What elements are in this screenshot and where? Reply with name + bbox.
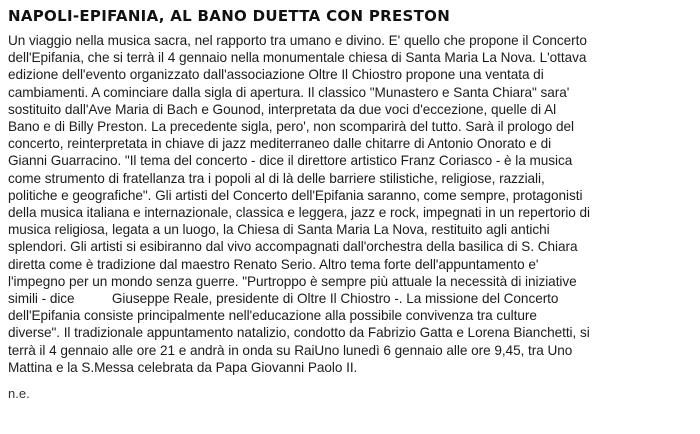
article-line: sostituito dall'Ave Maria di Bach e Gounod, interpretata da due voci d'eccezione, quelle di Al [8, 101, 557, 117]
article-line: Un viaggio nella musica sacra, nel rapporto tra umano e divino. E' quello che propone il Concerto [8, 33, 587, 48]
article-headline: NAPOLI-EPIFANIA, AL BANO DUETTA CON PRESTON [8, 7, 451, 25]
article-line: simili - dice Giuseppe Reale, presidente di Oltre Il Chiostro -. La missione del Concerto [8, 291, 559, 307]
article-line: edizione dell'evento organizzato dall'associazione Oltre Il Chiostro propone una ventata di [8, 67, 544, 83]
article-line: Gianni Guarracino. "Il tema del concerto - dice il direttore artistico Franz Coriasco - è la musica [8, 153, 573, 169]
article-line: diretta come è tradizione dal maestro Renato Serio. Altro tema forte dell'appuntamento e' [8, 256, 539, 272]
article-line: dell'Epifania consiste principalmente nell'educazione alla possibile convivenza tra culture [8, 308, 537, 324]
article-body [8, 32, 694, 376]
article-line: diverse". Il tradizionale appuntamento natalizio, condotto da Fabrizio Gatta e Lorena Bianchetti, si [8, 325, 590, 341]
author-signature: n.e. [8, 386, 30, 402]
article-line: terrà il 4 gennaio alle ore 21 e andrà in onda su RaiUno lunedì 6 gennaio alle ore 9,45, tra Uno [8, 342, 573, 358]
article-line: dell'Epifania, che si terrà il 4 gennaio nella monumentale chiesa di Santa Maria La Nova. L'ottava [8, 50, 587, 66]
article-line: splendori. Gli artisti si esibiranno dal vivo accompagnati dall'orchestra della basilica di S. Chiara [8, 239, 578, 255]
article-line: musica religiosa, legata a un luogo, la Chiesa di Santa Maria La Nova, restituito agli antichi [8, 222, 550, 238]
article-line: della musica italiana e internazionale, classica e leggera, jazz e rock, impegnati in un repertorio di [8, 205, 591, 221]
article-line: come strumento di fratellanza tra i popoli al di là delle barriere stilistiche, religiose, razziali, [8, 170, 545, 186]
article-line: Bano e di Billy Preston. La precedente sigla, pero', non scomparirà del tutto. Sarà il prologo del [8, 119, 574, 135]
article-line: cambiamenti. A cominciare dalla sigla di apertura. Il classico "Munastero e Santa Chiara" sara' [8, 84, 570, 100]
article-line: politiche e geografiche". Gli artisti del Concerto dell'Epifania saranno, come sempre, protagonisti [8, 187, 583, 203]
article-line: concerto, reinterpretata in chiave di jazz mediterraneo dalle chitarre di Antonio Onorato e di [8, 136, 552, 152]
news-article [8, 6, 694, 402]
article-line: Mattina e la S.Messa celebrata da Papa Giovanni Paolo II. [8, 359, 358, 375]
article-line: l'impegno per un mondo senza guerre. "Purtroppo è sempre più attuale la necessità di iniziative [8, 273, 577, 289]
